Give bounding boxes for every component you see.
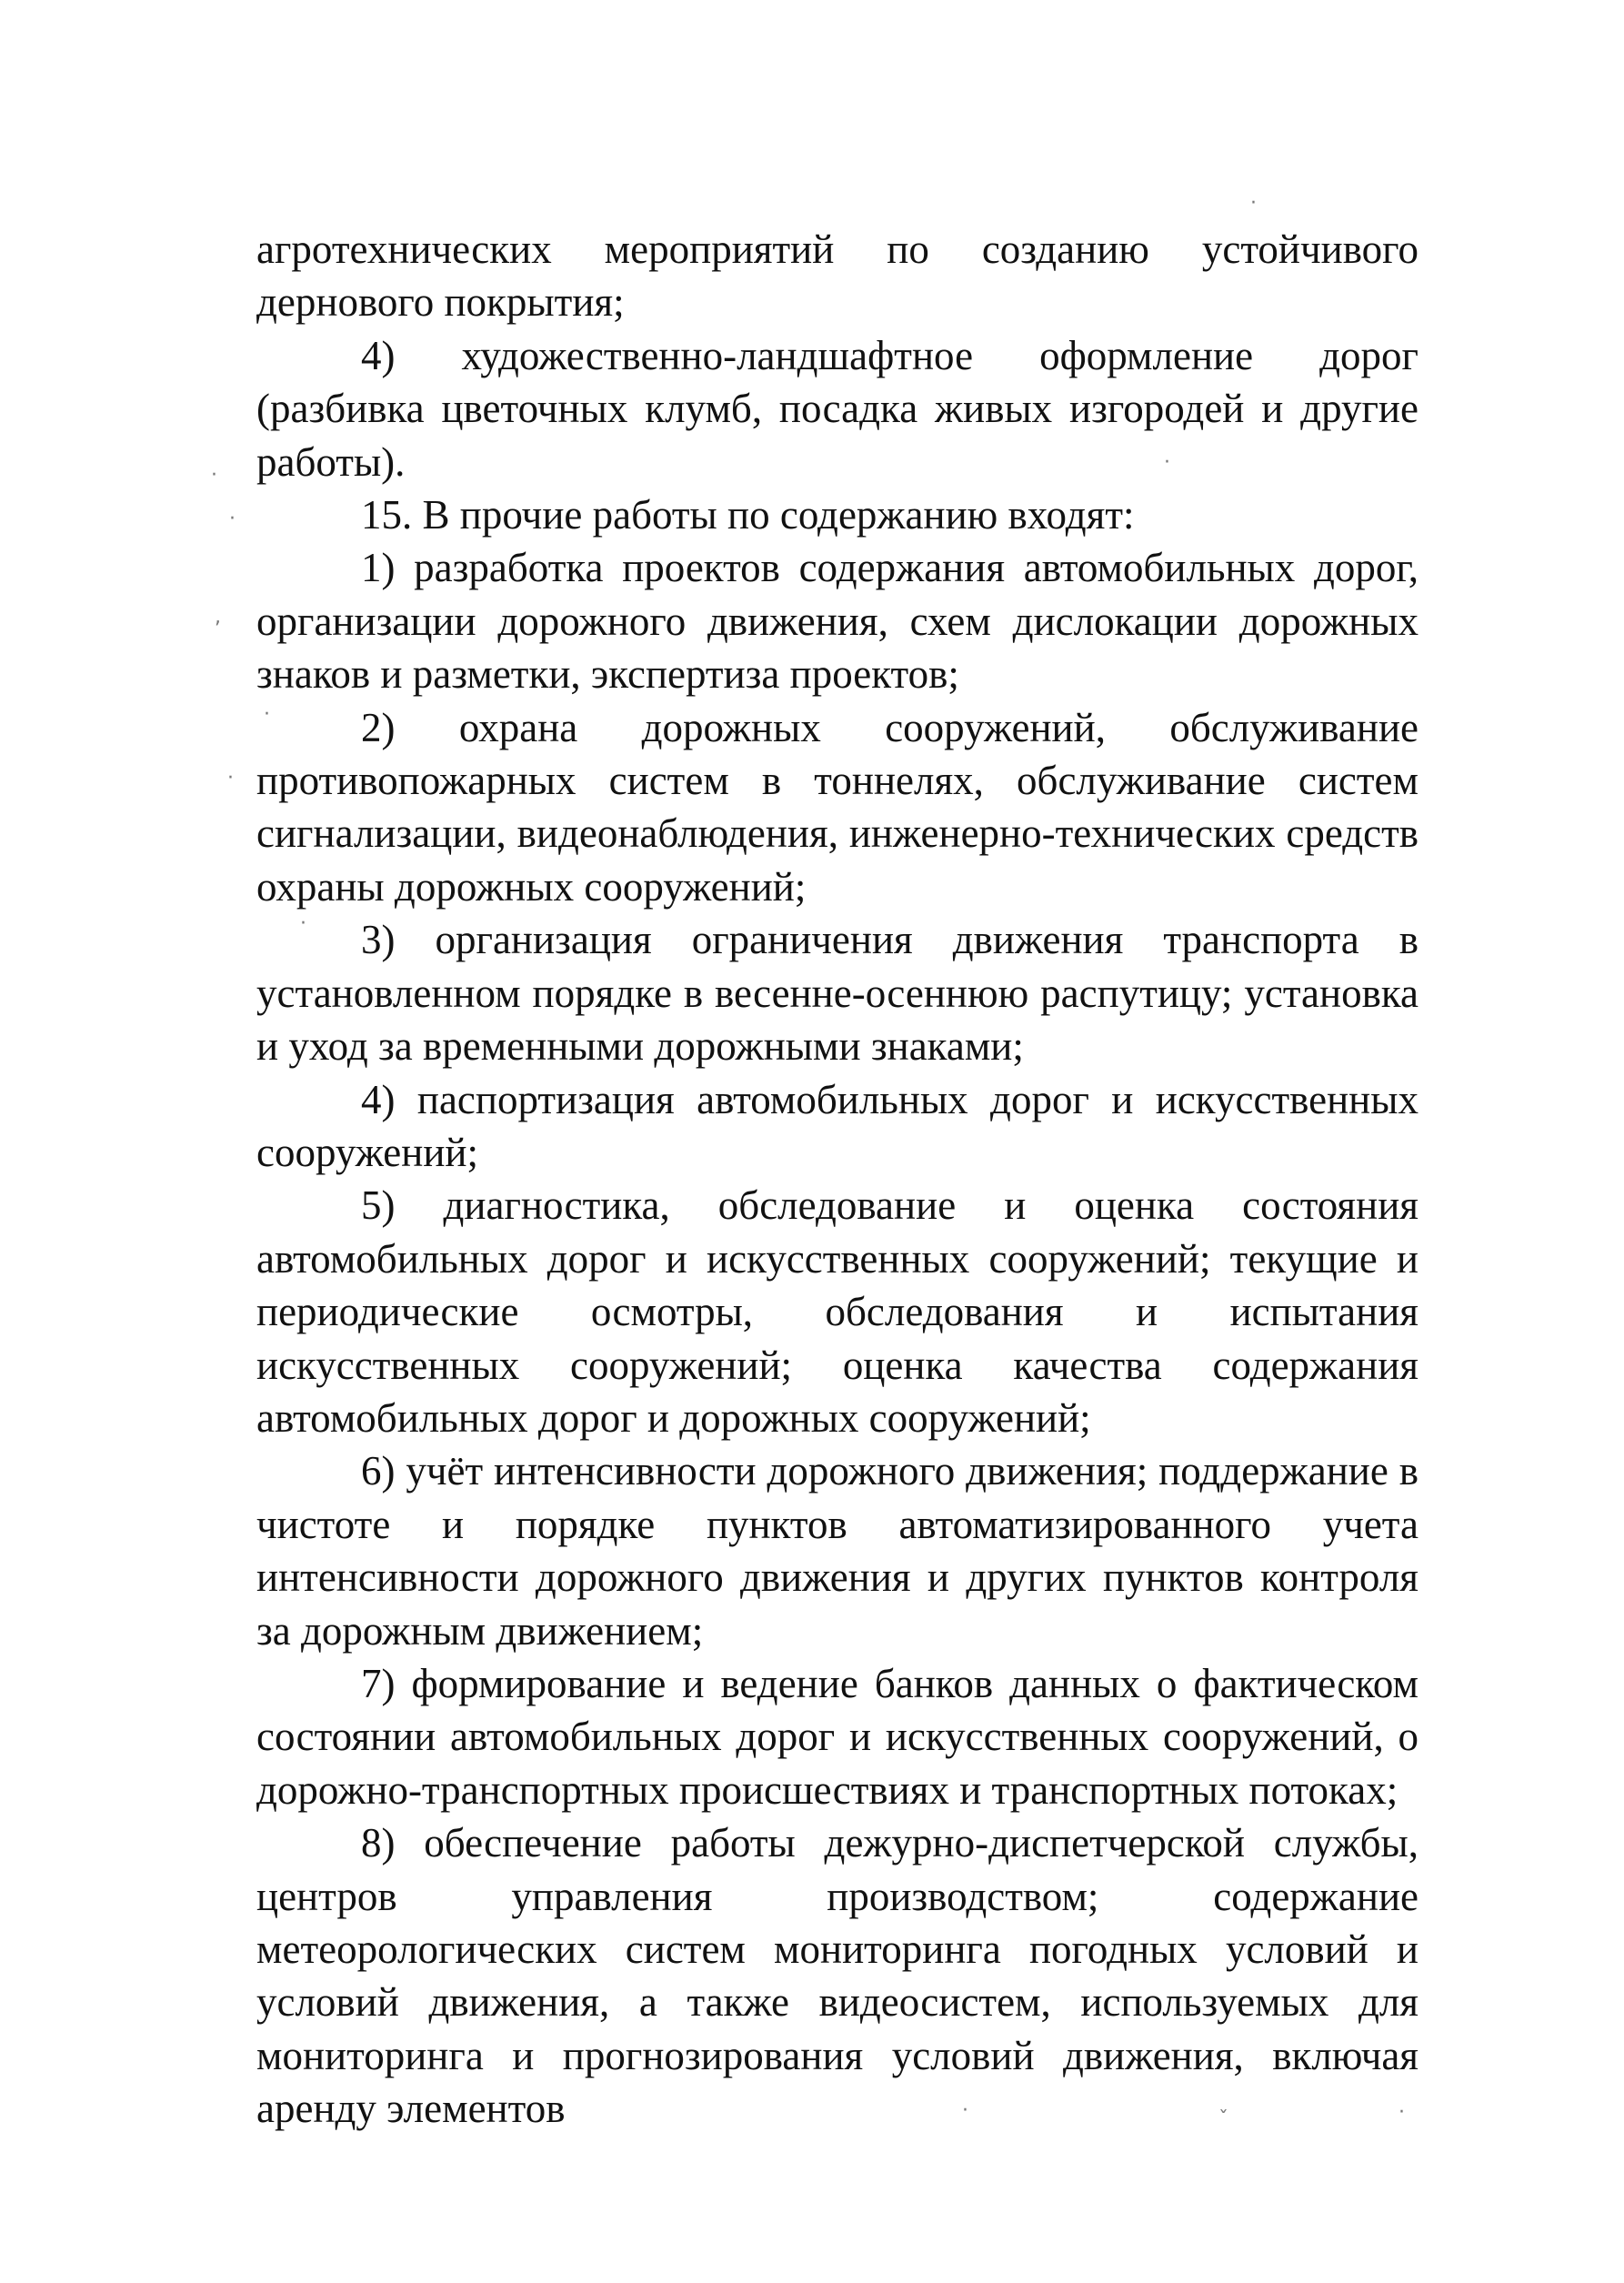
- paragraph-item-6: 6) учёт интенсивности дорожного движения; поддержание в чистоте и порядке пунктов автоматизированного учета интенсивности дорожного движения и других пунктов контроля за дорожным движением;: [256, 1448, 1418, 1654]
- scan-speck: ·: [264, 703, 270, 726]
- paragraph-item-7: 7) формирование и ведение банков данных о фактическом состоянии автомобильных дорог и искусственных сооружений, о дорожно-транспортных происшествиях и транспортных потоках;: [256, 1660, 1418, 1813]
- scan-speck: ·: [227, 767, 234, 789]
- paragraph-item-8: 8) обеспечение работы дежурно-диспетчерской службы, центров управления производством; содержание метеорологических систем мониторинга погодных условий и условий движения, а также видеосистем, используемых для мониторинга и прогнозирования условий движения, включая аренду элементов: [256, 1820, 1418, 2132]
- document-text: [256, 223, 1418, 2136]
- paragraph-section-15: 15. В прочие работы по содержанию входят:: [361, 492, 1135, 538]
- scan-speck: ,: [215, 606, 221, 629]
- scan-speck: ·: [211, 464, 217, 487]
- paragraph-item-4: 4) паспортизация автомобильных дорог и искусственных сооружений;: [256, 1076, 1418, 1175]
- scan-speck: ˇ: [1218, 2108, 1228, 2131]
- paragraph-item-2: 2) охрана дорожных сооружений, обслуживание противопожарных систем в тоннелях, обслуживание систем сигнализации, видеонаблюдения, инженерно-технических средств охраны дорожных сооружений;: [256, 704, 1418, 910]
- scan-speck: ·: [962, 2099, 968, 2122]
- scan-speck: ·: [1250, 192, 1257, 215]
- paragraph-item-4-landscape: 4) художественно-ландшафтное оформление дорог (разбивка цветочных клумб, посадка живых изгородей и другие работы).: [256, 332, 1418, 485]
- paragraph-item-1: 1) разработка проектов содержания автомобильных дорог, организации дорожного движения, схем дислокации дорожных знаков и разметки, экспертиза проектов;: [256, 545, 1418, 698]
- scan-speck: ·: [1164, 451, 1170, 474]
- paragraph-item-5: 5) диагностика, обследование и оценка состояния автомобильных дорог и искусственных сооружений; текущие и периодические осмотры, обследования и испытания искусственных сооружений; оценка качества содержания автомобильных дорог и дорожных сооружений;: [256, 1182, 1418, 1441]
- paragraph-continuation: агротехнических мероприятий по созданию устойчивого дернового покрытия;: [256, 226, 1418, 326]
- scan-speck: ·: [1398, 2101, 1405, 2124]
- scan-speck: ·: [300, 912, 306, 935]
- paragraph-item-3: 3) организация ограничения движения транспорта в установленном порядке в весенне-осеннюю распутицу; установка и уход за временными дорожными знаками;: [256, 917, 1418, 1070]
- scan-speck: ·: [229, 508, 236, 530]
